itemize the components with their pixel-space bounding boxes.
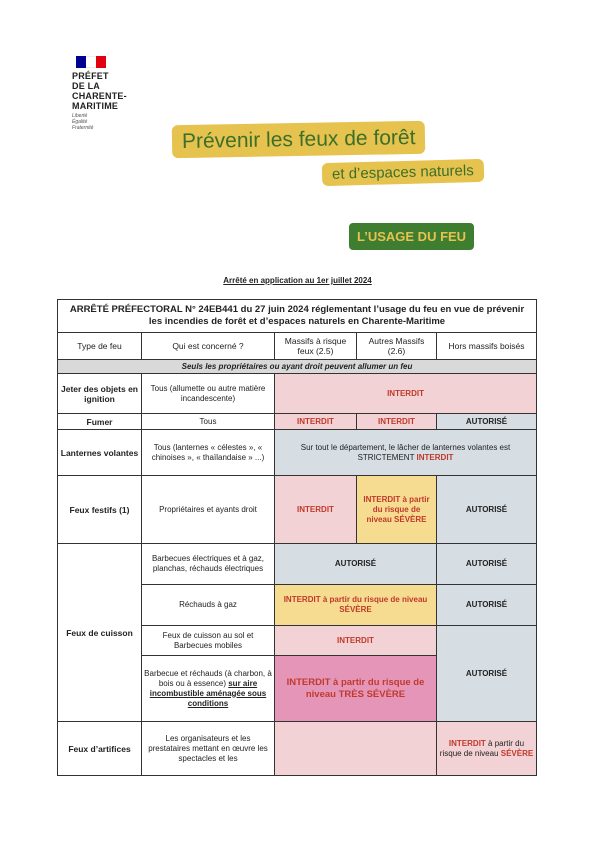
status-cell: INTERDIT	[275, 476, 357, 544]
page-title: Prévenir les feux de forêt	[172, 121, 426, 158]
who-cell: Réchauds à gaz	[142, 585, 275, 626]
french-flag-icon	[76, 56, 106, 68]
who-cell: Feux de cuisson au sol et Barbecues mobiles	[142, 626, 275, 656]
status-cell: INTERDIT	[357, 414, 437, 430]
status-text: INTERDIT	[448, 738, 486, 748]
fire-type-cell: Feux festifs (1)	[58, 476, 142, 544]
status-text: INTERDIT	[416, 452, 454, 462]
who-cell: Tous (lanternes « célestes », « chinoises », « thaïlandaise » ...)	[142, 430, 275, 476]
prefecture-logo	[72, 56, 127, 131]
table-heading: ARRÊTÉ PRÉFECTORAL N° 24EB441 du 27 juin 2024 réglementant l’usage du feu en vue de prévenir les incendies de forêt et d’espaces naturels en Charente-Maritime	[58, 300, 537, 333]
fire-type-cell: Lanternes volantes	[58, 430, 142, 476]
fire-type-cell: Jeter des objets en ignition	[58, 374, 142, 414]
status-cell: AUTORISÉ	[437, 544, 537, 585]
table-row	[58, 360, 537, 374]
status-text: SÉVÈRE	[500, 748, 534, 758]
table-row	[58, 544, 537, 585]
prefecture-name: PRÉFET DE LA CHARENTE- MARITIME	[72, 71, 127, 111]
column-header: Qui est concerné ?	[142, 333, 275, 360]
status-cell: AUTORISÉ	[275, 544, 437, 585]
status-cell: INTERDIT	[275, 414, 357, 430]
column-header: Autres Massifs (2.6)	[357, 333, 437, 360]
status-cell	[275, 430, 537, 476]
table-row	[58, 476, 537, 544]
status-text: à partir du risque de niveau	[439, 738, 525, 758]
who-cell: Barbecues électriques et à gaz, planchas, réchauds électriques	[142, 544, 275, 585]
who-text: Barbecue et réchauds (à charbon, à bois ou à essence)	[144, 668, 272, 688]
column-header: Hors massifs boisés	[437, 333, 537, 360]
fire-type-cell: Fumer	[58, 414, 142, 430]
page-subtitle: et d’espaces naturels	[322, 159, 484, 186]
table-header-row	[58, 333, 537, 360]
status-cell: AUTORISÉ	[437, 626, 537, 722]
who-cell: Les organisateurs et les prestataires mettant en œuvre les spectacles et les	[142, 722, 275, 776]
status-cell	[275, 722, 437, 776]
status-cell: AUTORISÉ	[437, 476, 537, 544]
column-header: Massifs à risque feux (2.5)	[275, 333, 357, 360]
status-cell: AUTORISÉ	[437, 414, 537, 430]
table-row	[58, 430, 537, 476]
column-header: Type de feu	[58, 333, 142, 360]
who-cell: Tous	[142, 414, 275, 430]
status-cell	[437, 722, 537, 776]
who-cell: Propriétaires et ayants droit	[142, 476, 275, 544]
table-heading-row	[58, 300, 537, 333]
fire-usage-table	[57, 299, 537, 776]
status-cell: INTERDIT	[275, 374, 537, 414]
status-cell: INTERDIT	[275, 626, 437, 656]
fire-type-cell: Feux de cuisson	[58, 544, 142, 722]
who-cell: Tous (allumette ou autre matière incandescente)	[142, 374, 275, 414]
info-row: Seuls les propriétaires ou ayant droit peuvent allumer un feu	[58, 360, 537, 374]
table-row	[58, 414, 537, 430]
status-cell: INTERDIT à partir du risque de niveau SÉVÈRE	[275, 585, 437, 626]
section-badge: L’USAGE DU FEU	[349, 223, 474, 250]
status-cell: INTERDIT à partir du risque de niveau TRÈS SÉVÈRE	[275, 656, 437, 722]
republic-motto: Liberté Égalité Fraternité	[72, 113, 94, 131]
who-cell	[142, 656, 275, 722]
arrete-application-line: Arrêté en application au 1er juillet 2024	[223, 276, 372, 285]
fire-type-cell: Feux d’artifices	[58, 722, 142, 776]
table-row	[58, 374, 537, 414]
status-text: Sur tout le département, le lâcher de lanternes volantes est STRICTEMENT	[300, 442, 511, 462]
table-row	[58, 722, 537, 776]
who-condition-text: sur aire incombustible aménagée sous conditions	[149, 678, 267, 708]
status-cell: INTERDIT à partir du risque de niveau SÉVÈRE	[357, 476, 437, 544]
status-cell: AUTORISÉ	[437, 585, 537, 626]
